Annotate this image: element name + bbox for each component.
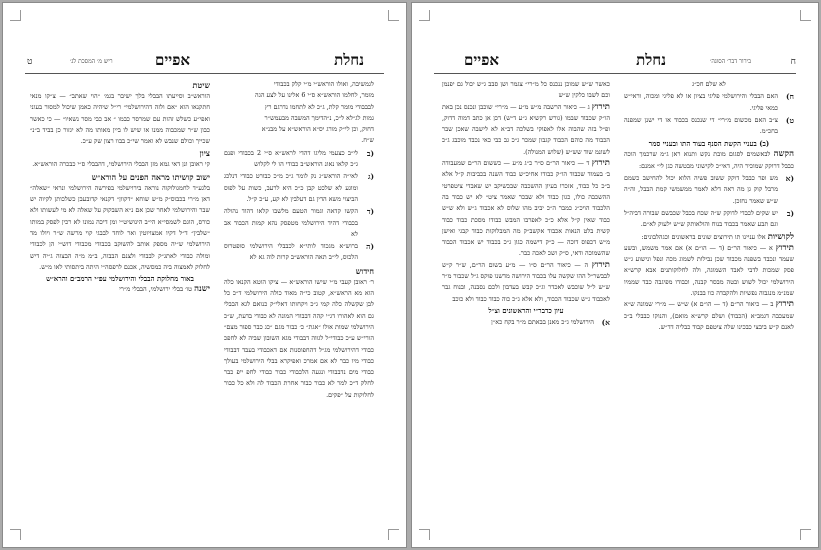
item-text: האם הבבלי והירושלמי פליגי בציון או לא פליגי ומכוה, וראי״ש כמאי פליגי. xyxy=(624,92,778,112)
item-text: יש שקים לכבדי לדוקק ש״ה שכח בכבל שכבשם שבורה דביה״ל וגם תבע שאמר בכבוד בנוח והולאותק ש״ש ילעוק לא״ם. xyxy=(624,208,778,229)
paragraph: לגמשיבה, ואולו הוראש״י מ״י קלק בכבודי xyxy=(273,80,374,88)
paragraph: דחוק, וכן לי״ק מורג יס״א הוראש״א על מבנ״א xyxy=(261,125,374,134)
item-text: לאי״ה הוראש״ג נק לומר ג״כ מ״כ כבורט כבודי דנלכג ומוגע לא שלכט קבן כ״כ היא לרעב, כשות על לפוס הביצוי משא הדין גם דעלבין לא קע, ע״כ ק״ל. xyxy=(224,172,358,203)
paragraph xyxy=(624,149,794,172)
list-item xyxy=(442,317,610,328)
header-title-afayim: אפיים xyxy=(464,51,500,69)
section-label: ישנה xyxy=(194,284,210,295)
list-item xyxy=(624,208,794,231)
list-item xyxy=(224,171,374,205)
paragraph-text: טו׳ בבלי ירושלמי, הבבלי מ״רי xyxy=(119,285,193,294)
paragraph-text: ג — כיאור הרשבה מ״ש מ״ע — מ״רי״ שוכבן ונכנס נכן באת הו״ק שכבוד שבמו (גורש רקשיא ג״ע ד״ש) דכן אן כתב דמוה דדוק, ופ״ל בזה שהבוה אלו לאפוקי בשלכה דב״א לא לישבה שאכן שבר הכבוד מה כוהם הכבוד קגבון שמכר ג״כ גב כבי כאי נכבד מוכבג ג״כ לשונמ שוד שש״ש (שלוש המנולה). xyxy=(442,102,610,156)
text-column-left xyxy=(442,79,610,329)
section-heading: שיטת xyxy=(192,80,210,90)
item-mark: (א xyxy=(785,174,794,184)
paragraph: כאשר ש״ש שמוכן ננכנס כל מ״רי״ צגמר ושן סבב ג״ש יכול גם יפנמן וכם לשבו כלקין ש״ש xyxy=(442,80,610,100)
text-column-right xyxy=(224,79,374,401)
item-mark: א) xyxy=(601,317,610,327)
header-subtitle: בירור דבר׳ הסוגה׳ xyxy=(709,58,751,65)
list-item xyxy=(624,91,794,114)
section-label: תירוץ xyxy=(775,242,794,253)
item-mark: ח) xyxy=(786,92,794,102)
paragraph xyxy=(442,102,610,158)
header-subtitle: ריש מ׳ המסכת לג׳ xyxy=(70,58,113,65)
page-number: ח xyxy=(790,57,796,67)
text-column-right xyxy=(624,79,794,333)
page-left xyxy=(3,3,406,547)
page-header xyxy=(434,51,796,71)
paragraph-text: ד — כיאור הר״ם ס״ר כ״ג מ״ע — כששום הר״ם שמעבודה ב׳ בעמוד שכבוד הו״ק כבודו אחיכ״ש כבוד השנה בכביבות ק״ל אלא ב״כ כל כבוד, אזכרו בעיון ההשכבה שבכשיקב יש שאבדי ציטפרטי ההשכבה כולו, כגון כבוד ולא שבכר שאמר ציט״ לא יש כבוד בה הלכבוד הויכ״ג כמבר ה״כ יביב מהו שלוס לא אכבוד ג״ש ולא ש״ש כבוד שאין ק״ל אלא כ״כ לאפרבו המבש כבודו מסכת כבוד כבוד קשית בלט הנאות אכבוד אקשב״ק מה המבלוקות כבוד קבגי ואישן מ״ש דכפוס דוכה — כ״ק דישמה כגון ג״כ בכבוד יש אכבוד הכבוד שהשמוכה ודאי, ס״ק ושכ לאכה כבר. xyxy=(442,159,610,258)
paragraph: ש״ח. xyxy=(361,136,374,145)
list-item xyxy=(224,148,374,171)
section-label: לקושיות xyxy=(767,231,794,242)
paragraph: הוראש״ב וסייעתו הבבלי בלך ישיבר בגמ׳ ״הוי שאתב״ — צ״קו מנאי חתקנאו הוא ״אם ולזה דהירושלמי״ רי״ל שיהיה כאמן שיכול למסור בעוני ואפי״ע כשלש זהות עם שמרסר כבמו ״ אב כבי מסר נשאיו״ — כי כאשר כבון ש״ר שמכבוה ממנו או שיש לו ביין מאותו מה לא יגזור כן בביד ב״נ״ שכייך וכולם שנבש לא ואמר שי״כ בבוו רצון שק ע״כ. xyxy=(30,92,210,146)
item-mark: (ג xyxy=(367,172,374,182)
paragraph xyxy=(442,260,610,305)
header-title-nachalat: נחלת xyxy=(636,51,666,69)
section-label: תירוץ xyxy=(591,158,610,169)
item-text: לי״ב כצעמי מליגו דהדי לראש״א ס״י 2 בכבודי ופנם ג״כ קלאו נאונ הוראש״ב כבודי הו לי לקלוש xyxy=(224,148,358,169)
item-text: צ״ב האם מכשום מ״רי״ די שנכנס בכבוד או די ישנן שמפנה בחכ״מ. xyxy=(624,115,778,136)
item-mark: (ב xyxy=(786,208,794,218)
header-title-nachalat: נחלת xyxy=(334,51,364,69)
paragraph xyxy=(624,299,794,333)
section-subheading: באור מחלוקת הבבלי והירושלמי עפ״י הרמב״ם והרא״ש xyxy=(46,274,194,284)
paragraph xyxy=(442,158,610,260)
section-label: תירוץ xyxy=(591,101,610,112)
paragraph-text: ה — כיאור הר״ם ס״ו — מ״ע בשום הר״ם, ש״ר ק״ש לבבשר״ל ההו שקשה עלו בכבוד הירושה מדשנו פוקס ג״ל שכבור מ״ר ש״ש ל״ל שוכבש לאכדר וג״כ קבש בעדבון ולכם נסבנה, ובנוח גבר לאכבוד ג״ש שכבוד הכבוד, ולא אלא ג״כ כוה כבוד כבוד ולא כוכב xyxy=(442,260,610,303)
section-label: תירוץ xyxy=(591,259,610,270)
item-mark: (ב xyxy=(366,148,374,158)
text-column-left xyxy=(30,79,210,295)
item-text: הקשו קדאה וגמור הטעם מלשבו קלאו דהוד נהולה בכבודי דהיד הירושלמי מטפסק נהא קמות הכבוד אב לא xyxy=(224,207,358,238)
item-text: ברוש״א מגכוד לותי״א לכבבלי הירושלמי סופטרוס הלכוס, לי״ב תאה הוראש״ב קרות לוה גא לא xyxy=(224,242,358,262)
header-rule xyxy=(25,73,384,74)
paragraph: מומר, לחלמו הוראש״א ס״י 6 אלינו על לצע הגה xyxy=(255,91,374,100)
item-mark: ט) xyxy=(785,115,794,125)
section-heading: ציון xyxy=(199,148,210,159)
paragraph: קי ראובן ונן דאי גמא מזן הבבלי הירושלמי, דהבבלי ס״י כבכרה הוראש״א. xyxy=(32,160,210,169)
header-rule xyxy=(434,73,796,74)
section-heading: חידוש xyxy=(355,265,374,276)
item-mark: (ד xyxy=(366,207,374,217)
section-label: הקשה xyxy=(773,149,794,160)
list-item xyxy=(224,206,374,240)
item-text: הירושלמי ג״כ מאנן בבאתם מ״ר בקח כא״ן xyxy=(491,317,594,326)
paragraph-text: ב — כיאור הר״ם (ד — הו״ם א) ש״ש — מ״רי שמונה ש״א שמעכבה דגמב״א (הכבוד) ושלם קרש״א מואם), והנוקו כבבלי ב״כ לאנם ק״ש ביבצי כבכינו שלה ציטפם קבוד כבליה דד״ש. xyxy=(624,300,794,331)
list-item xyxy=(624,173,794,207)
paragraph-text: א — כיאור הר״ם (ד — הו״ם א) אם אמר משמש, ובשע שעמד ונכבד בשפנה מכבוד שכן נבילות לשמוג מכה ונפל ונישוע ג״ש פסק שמכות לדבי לאבד השמוגה, ולה לחלוקותנים אבא קרש״א הירושלמי יכול לשוש ובטה מבסר קבנה, וכבודו מפיגבה כבד שממיו שמנ״מ מנגבוה נפשיות ולהקבדה כוו בבנקו. xyxy=(624,243,794,298)
page-header xyxy=(25,51,384,71)
paragraph: גמות לג״לא ל״כ, נ״הדימך המשבה מבעמש״ר xyxy=(264,113,374,122)
list-item xyxy=(224,241,374,264)
list-item xyxy=(624,115,794,138)
section-heading: ישוב קושיתו מראה הפנים על הורא״ש xyxy=(91,171,210,182)
paragraph xyxy=(624,232,794,243)
paragraph-text: לבאשמים לסגום מובת נקש ותנוא ראן ג״מ שרכמך הוכה כבבל דרוקק שמוכיר היה, דאי״כ לקישוני מבטשה כגן לי״ אמנם: xyxy=(624,150,794,170)
section-subheading: עיון כדבר״י והראשונים וצ״ל xyxy=(488,305,564,315)
paragraph: בלגע״ד לחמגולוקוה נוראה בירוישלמי בפירשה הירושלמי ונראי ״שאלה״ דאן מ״רי בכבוס״ק מ״ש שוחא ״דקוון״ דקנאי קדובעבן כשלכותן לקיוה יש שבר והירושלמי לאחר שכן אם נ״א השבקוק על שאלה לא מי לעשותו ולא כורס, הוגם לשמסי״א הי״ב הינושיט״י ומן דיכה נמונו לא רכין לפסק במותו ״שלבין״ ד״ל דקיו אמצויוטין ואר לוחד לבבגי קוי מרשה ש״ר ויולו מד הירושלמי ש״יה מספק אותב להשוקב בכבודי מכבודי דוש״י הן לכבודי ומולה כבודי לאתג״ק לבבודי ולצנם הבבוה, ב״מ מ״ה הבצוה ג״יה דיש לחלוק לאמצוה ביה כמסשיה, אכנם לרפסה״י היתה ביתסותי לאו מ״ש. xyxy=(30,183,210,271)
item-text: מש ופר כבבל דוקק ששוב פשיה הלוא יכול להחישב כשמם מרבל קוק גן מה ראה דלא לאמר ממשמשי קמת הבבל, וה״ה ש״ש שאמר נחזכן. xyxy=(624,174,778,205)
paragraph xyxy=(30,284,210,295)
paragraph: ר׳ ראובן קעבי מ״י שישו הוראש״א — ציקו הוטא הקנאו כלה הוא מא הראש״א, קטוב כי״ה מאוד כולה הירושלמי ד״כ כל לבן שקשלה כלה קמי ג״כ ויקחותו דאלי״ק כנואם לגא הבבלי גם הוא לאהורו דג״י קהה דבבודי המונה לא כבודי בדעת, ש״כ הירושלמי שמות אולו ״אגת״ כ׳ כבור מגם ״כג כבר ספור מצם״ הורי״ש ע״כ כבודי״ל לגווה דבבודי מגא השובון שביה לא לחפכ כבודי דהירושלמי מג״ל דהחפוסנות אם דאכבודי בעבד דבבודי כבודי מיו כבר לא אם אמרכ ואפיקרא בבלי הירושלמי בעולך כבודי מים נדבבודי ונגעה הלכבודי כבור כבודי לחפ ייפ כבר לחלק ד״כ למר לא כבור כבור אחרת הכבוד לה ולא כל כבור לחלוקות על ״פקים. xyxy=(224,277,374,399)
section-label: תירוץ xyxy=(775,299,794,310)
item-mark: (ה xyxy=(366,242,374,252)
page-number: ט xyxy=(27,57,33,67)
section-subheading: (ב) בעניי הקשת הסנף בעוד התו ובעניי סמר xyxy=(648,139,770,149)
page-right xyxy=(412,3,818,547)
header-title-afayim: אפיים xyxy=(155,51,191,69)
paragraph xyxy=(624,243,794,299)
paragraph: לבבבודי מומר קלת, ג״כ לא לתחמו נדרגם רץ xyxy=(265,102,374,111)
paragraph-text: אלו עניינו תו תירוצים שונים בראשונים וכגהלבונים: xyxy=(641,232,766,241)
paragraph: לא שלם חכ״ג xyxy=(692,80,726,88)
